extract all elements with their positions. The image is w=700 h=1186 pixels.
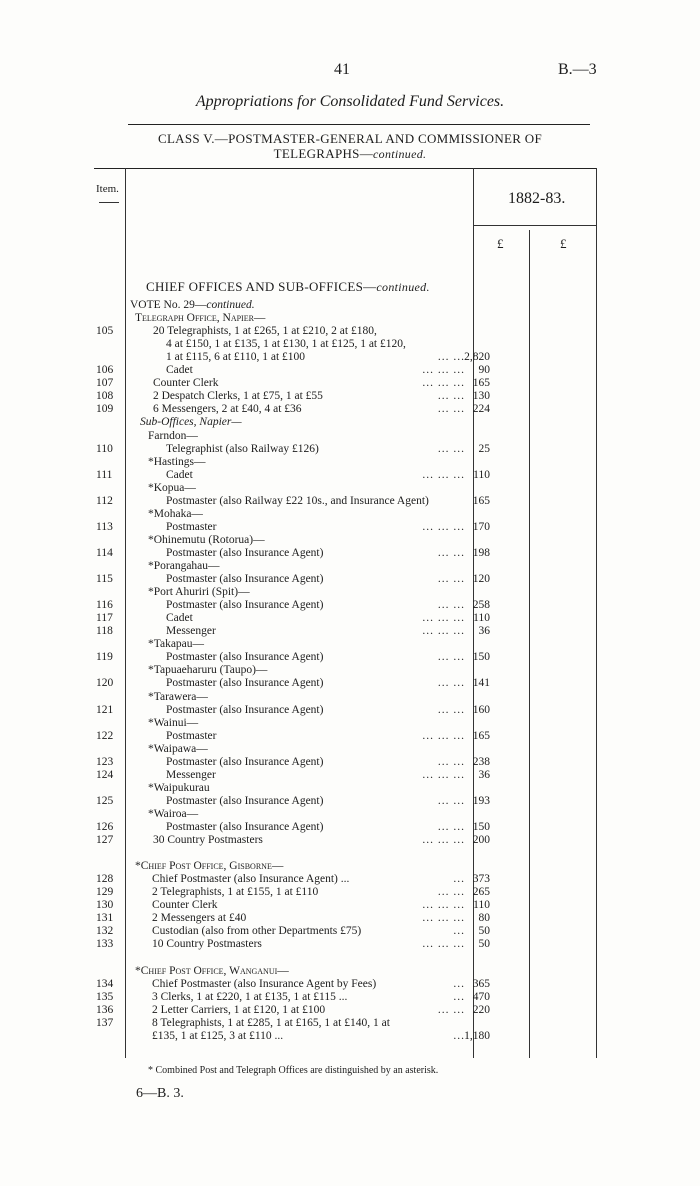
- table-row: [0, 782, 700, 795]
- amount-value: 90: [478, 364, 490, 377]
- line-description: [166, 521, 216, 534]
- line-text: Sub-Offices, Napier—: [140, 416, 242, 429]
- document-reference: B.—3: [558, 61, 597, 78]
- item-number: 118: [96, 625, 113, 638]
- table-row: [0, 664, 700, 677]
- line-text: £135, 1 at £125, 3 at £110 ...: [152, 1029, 284, 1042]
- line-text: 2 Letter Carriers, 1 at £120, 1 at £100: [152, 1003, 326, 1016]
- leader-dots: ... ... ...: [422, 468, 465, 481]
- section-title: CHIEF OFFICES AND SUB-OFFICES—continued.: [146, 279, 430, 294]
- amount-value: 120: [472, 573, 490, 586]
- line-description: [153, 390, 323, 403]
- table-row: [0, 886, 700, 899]
- table-row: [0, 899, 700, 912]
- item-number: 121: [96, 703, 114, 716]
- table-row: [0, 482, 700, 495]
- line-description: [148, 664, 267, 677]
- line-description: [135, 965, 289, 978]
- line-text: Custodian (also from other Departments £75): [152, 925, 362, 938]
- table-row: [0, 730, 700, 743]
- line-text: 30 Country Postmasters: [153, 834, 263, 847]
- line-description: [148, 430, 198, 443]
- line-text-italic: continued.: [206, 299, 255, 311]
- amount-value: 130: [472, 390, 490, 403]
- leader-dots: ... ...: [437, 886, 465, 899]
- line-text: *Mohaka—: [148, 507, 203, 520]
- table-row: [0, 469, 700, 482]
- line-text: *Waipukurau: [148, 781, 210, 794]
- amount-value: 238: [472, 755, 490, 768]
- table-row: [0, 403, 700, 416]
- pound-unit-col1: £: [497, 236, 504, 251]
- line-description: [166, 756, 323, 769]
- line-description: [166, 495, 429, 508]
- leader-dots: ... ...: [437, 703, 465, 716]
- line-description: [166, 443, 319, 456]
- leader-dots: ...: [453, 873, 465, 886]
- line-description: [166, 821, 323, 834]
- amount-value: 470: [472, 990, 490, 1003]
- line-text: Postmaster (also Insurance Agent): [166, 794, 324, 807]
- item-number: 126: [96, 821, 114, 833]
- line-text: Postmaster (also Insurance Agent): [166, 651, 324, 664]
- line-description: [166, 651, 323, 664]
- line-text: Counter Clerk: [152, 899, 218, 912]
- leader-dots: ... ... ...: [422, 834, 465, 847]
- line-description: [166, 573, 323, 586]
- line-text: 2 Despatch Clerks, 1 at £75, 1 at £55: [153, 390, 323, 403]
- table-row: [0, 1004, 700, 1017]
- item-number: 137: [96, 1016, 114, 1029]
- line-text: Chief Postmaster (also Insurance Agent) ...: [152, 873, 350, 886]
- item-number: 129: [96, 886, 114, 899]
- line-text: Cadet: [166, 468, 193, 481]
- line-description: [152, 938, 262, 951]
- leader-dots: ... ... ...: [422, 364, 465, 377]
- leader-dots: ... ... ...: [422, 612, 465, 625]
- item-number: 130: [96, 899, 114, 912]
- item-number: 122: [96, 729, 114, 742]
- line-description: [166, 612, 193, 625]
- table-row: [0, 521, 700, 534]
- line-text: *Wairoa—: [148, 807, 199, 820]
- amount-value: 150: [472, 651, 490, 664]
- item-number: 113: [96, 520, 113, 533]
- amount-value: 265: [472, 886, 490, 899]
- line-description: [166, 364, 193, 377]
- item-number: 133: [96, 938, 114, 951]
- line-description: [152, 1030, 283, 1043]
- table-row: [0, 599, 700, 612]
- line-description: [152, 925, 361, 938]
- line-text: 3 Clerks, 1 at £220, 1 at £135, 1 at £115 ...: [152, 990, 348, 1003]
- footnote: * Combined Post and Telegraph Offices are distinguished by an asterisk.: [148, 1065, 439, 1076]
- line-text: Postmaster (also Insurance Agent): [166, 573, 324, 586]
- page-subtitle: Appropriations for Consolidated Fund Services.: [195, 93, 505, 110]
- item-header-rule: [99, 202, 119, 203]
- leader-dots: ... ...: [437, 403, 465, 416]
- table-row: [0, 430, 700, 443]
- table-row: [0, 325, 700, 338]
- line-description: [152, 899, 217, 912]
- line-description: [166, 599, 323, 612]
- line-description: [166, 625, 216, 638]
- table-row: [0, 560, 700, 573]
- line-text: Farndon—: [148, 429, 198, 442]
- amount-value: 36: [478, 768, 490, 781]
- year-header: 1882-83.: [508, 190, 566, 207]
- table-row: [0, 873, 700, 886]
- leader-dots: ...: [453, 990, 465, 1003]
- leader-dots: ... ...: [437, 1003, 465, 1016]
- leader-dots: ... ... ...: [422, 912, 465, 925]
- line-text: Postmaster (also Railway £22 10s., and Insurance Agent): [166, 494, 429, 507]
- line-text: *Wainui—: [148, 716, 199, 729]
- line-description: [148, 782, 210, 795]
- item-number: 108: [96, 390, 114, 403]
- item-number: 106: [96, 364, 114, 377]
- line-text: Postmaster (also Insurance Agent): [166, 703, 324, 716]
- table-row: [0, 312, 700, 325]
- line-text: *Port Ahuriri (Spit)—: [148, 586, 250, 599]
- item-number: 136: [96, 1003, 114, 1016]
- amount-value: 25: [478, 442, 490, 455]
- table-row: [0, 651, 700, 664]
- amount-value: 50: [478, 938, 490, 951]
- item-number: 131: [96, 912, 114, 925]
- table-row: [0, 351, 700, 364]
- table-row: [0, 677, 700, 690]
- table-row: [0, 364, 700, 377]
- line-description: [148, 586, 250, 599]
- table-row: [0, 938, 700, 951]
- line-description: [166, 547, 323, 560]
- line-description: [153, 377, 218, 390]
- line-description: [166, 730, 216, 743]
- line-text: Postmaster: [166, 520, 217, 533]
- line-text: 20 Telegraphists, 1 at £265, 1 at £210, 2 at £180,: [153, 325, 377, 338]
- leader-dots: ... ... ...: [422, 768, 465, 781]
- line-description: [152, 873, 349, 886]
- table-row: [0, 965, 700, 978]
- line-description: [152, 991, 347, 1004]
- line-description: [148, 534, 265, 547]
- table-row: [0, 416, 700, 429]
- line-description: [148, 482, 196, 495]
- amount-value: 224: [472, 403, 490, 416]
- line-text: *Ohinemutu (Rotorua)—: [148, 533, 265, 546]
- amount-value: 36: [478, 625, 490, 638]
- line-description: [166, 469, 193, 482]
- table-row: [0, 769, 700, 782]
- line-description: [153, 834, 263, 847]
- leader-dots: ... ... ...: [422, 625, 465, 638]
- amount-value: 2,820: [464, 351, 490, 364]
- line-description: [152, 1017, 390, 1030]
- line-description: [153, 325, 377, 338]
- line-text: 6 Messengers, 2 at £40, 4 at £36: [153, 403, 302, 416]
- line-description: [148, 508, 203, 521]
- line-text: Counter Clerk: [153, 377, 219, 390]
- item-number: 124: [96, 768, 114, 781]
- table-row: [0, 717, 700, 730]
- line-description: [166, 704, 323, 717]
- table-row: [0, 808, 700, 821]
- line-description: [166, 351, 305, 364]
- line-text: *Takapau—: [148, 638, 205, 651]
- item-column-header: Item.: [96, 183, 119, 195]
- item-number: 117: [96, 612, 113, 625]
- table-row: [0, 547, 700, 560]
- line-description: [153, 403, 302, 416]
- leader-dots: ... ... ...: [422, 729, 465, 742]
- table-row: [0, 847, 700, 860]
- table-row: [0, 586, 700, 599]
- item-number: 105: [96, 325, 114, 338]
- table-row: [0, 508, 700, 521]
- table-row: [0, 456, 700, 469]
- line-text: Chief Postmaster (also Insurance Agent by Fees): [152, 977, 377, 990]
- leader-dots: ... ...: [437, 677, 465, 690]
- line-description: [148, 638, 204, 651]
- item-number: 114: [96, 546, 113, 559]
- amount-value: 220: [472, 1003, 490, 1016]
- leader-dots: ... ...: [437, 390, 465, 403]
- amount-value: 170: [472, 520, 490, 533]
- amount-value: 165: [472, 377, 490, 390]
- line-text: Telegraphist (also Railway £126): [166, 442, 319, 455]
- line-text: Postmaster (also Insurance Agent): [166, 677, 324, 690]
- line-description: [148, 560, 220, 573]
- item-number: 111: [96, 468, 113, 481]
- item-number: 110: [96, 442, 113, 455]
- table-row: [0, 860, 700, 873]
- amount-value: 198: [472, 546, 490, 559]
- table-row: [0, 978, 700, 991]
- item-number: 135: [96, 990, 114, 1003]
- table-row: [0, 952, 700, 965]
- leader-dots: ... ...: [437, 651, 465, 664]
- leader-dots: ... ...: [437, 546, 465, 559]
- amount-value: 200: [472, 834, 490, 847]
- item-number: 119: [96, 651, 113, 664]
- leader-dots: ... ...: [437, 442, 465, 455]
- amount-value: 365: [472, 977, 490, 990]
- line-text: *Porangahau—: [148, 560, 220, 572]
- line-text: *Chief Post Office, Wanganui—: [135, 964, 289, 977]
- leader-dots: ... ... ...: [422, 520, 465, 533]
- leader-dots: ...: [453, 925, 465, 938]
- item-number: 128: [96, 873, 114, 886]
- line-text: Cadet: [166, 364, 193, 377]
- line-description: [135, 312, 265, 325]
- class-heading-line1: CLASS V.—POSTMASTER-GENERAL AND COMMISSIONER OF: [157, 131, 543, 146]
- line-text: Postmaster (also Insurance Agent): [166, 599, 324, 612]
- table-row: [0, 495, 700, 508]
- table-row: [0, 299, 700, 312]
- table-row: [0, 573, 700, 586]
- line-description: [135, 860, 283, 873]
- item-number: 127: [96, 834, 114, 847]
- table-row: [0, 377, 700, 390]
- line-text: Cadet: [166, 612, 193, 625]
- amount-value: 165: [472, 729, 490, 742]
- amount-value: 110: [473, 612, 490, 625]
- line-text: Postmaster (also Insurance Agent): [166, 755, 324, 768]
- line-text: 10 Country Postmasters: [152, 938, 262, 951]
- line-description: [148, 717, 198, 730]
- leader-dots: ... ... ...: [422, 938, 465, 951]
- line-text: Messenger: [166, 625, 216, 638]
- table-row: [0, 534, 700, 547]
- line-text: *Tarawera—: [148, 690, 208, 703]
- line-description: [152, 886, 318, 899]
- line-description: [130, 299, 255, 312]
- line-text: 2 Telegraphists, 1 at £155, 1 at £110: [152, 886, 319, 899]
- item-number: 112: [96, 494, 113, 507]
- leader-dots: ... ...: [437, 755, 465, 768]
- amount-value: 373: [472, 873, 490, 886]
- table-row: [0, 991, 700, 1004]
- line-text: 1 at £115, 6 at £110, 1 at £100: [166, 351, 306, 364]
- line-description: [152, 1004, 325, 1017]
- pound-unit-col2: £: [560, 236, 567, 251]
- line-text: Postmaster (also Insurance Agent): [166, 821, 324, 833]
- line-text: Telegraph Office, Napier—: [135, 312, 266, 325]
- amount-value: 1,180: [464, 1029, 490, 1042]
- amount-value: 110: [473, 468, 490, 481]
- leader-dots: ... ...: [437, 599, 465, 612]
- table-row: [0, 704, 700, 717]
- item-number: 134: [96, 977, 114, 990]
- item-number: 115: [96, 573, 113, 586]
- amount-value: 193: [472, 794, 490, 807]
- leader-dots: ...: [453, 977, 465, 990]
- item-number: 123: [96, 755, 114, 768]
- amount-value: 50: [478, 925, 490, 938]
- item-number: 132: [96, 925, 114, 938]
- table-row: [0, 612, 700, 625]
- line-description: [152, 978, 376, 991]
- line-text: 2 Messengers at £40: [152, 912, 247, 925]
- table-row: [0, 756, 700, 769]
- item-number: 109: [96, 403, 114, 416]
- amount-value: 150: [472, 821, 490, 833]
- line-text: *Waipawa—: [148, 742, 208, 755]
- line-text: *Tapuaeharuru (Taupo)—: [148, 664, 268, 677]
- leader-dots: ... ...: [437, 351, 465, 364]
- amount-value: 160: [472, 703, 490, 716]
- item-number: 107: [96, 377, 114, 390]
- line-description: [166, 795, 323, 808]
- line-description: [166, 338, 406, 351]
- table-row: [0, 625, 700, 638]
- line-text: *Hastings—: [148, 455, 206, 468]
- table-row: [0, 834, 700, 847]
- line-description: [148, 743, 208, 756]
- leader-dots: ... ... ...: [422, 899, 465, 912]
- line-description: [166, 769, 216, 782]
- line-description: [148, 808, 198, 821]
- year-underline: [473, 225, 596, 226]
- table-row: [0, 443, 700, 456]
- amount-value: 165: [472, 494, 490, 507]
- line-description: [148, 691, 208, 704]
- leader-dots: ... ... ...: [422, 377, 465, 390]
- leader-dots: ... ...: [437, 821, 465, 833]
- class-heading-line2: TELEGRAPHS—continued.: [273, 146, 427, 161]
- table-row: [0, 390, 700, 403]
- sheet-signature: 6—B. 3.: [136, 1086, 184, 1101]
- line-text: VOTE No. 29—: [130, 299, 207, 311]
- line-text: Postmaster (also Insurance Agent): [166, 546, 324, 559]
- line-description: [140, 416, 242, 429]
- line-text: Postmaster: [166, 729, 217, 742]
- leader-dots: ... ...: [437, 573, 465, 586]
- amount-value: 110: [473, 899, 490, 912]
- line-text: *Chief Post Office, Gisborne—: [135, 860, 284, 873]
- leader-dots: ... ...: [437, 794, 465, 807]
- table-row: [0, 1030, 700, 1043]
- item-number: 120: [96, 677, 114, 690]
- item-number: 125: [96, 794, 114, 807]
- table-row: [0, 691, 700, 704]
- amount-value: 80: [478, 912, 490, 925]
- line-description: [148, 456, 206, 469]
- table-row: [0, 925, 700, 938]
- amount-value: 258: [472, 599, 490, 612]
- page-number: 41: [334, 61, 350, 78]
- line-text: 4 at £150, 1 at £135, 1 at £130, 1 at £125, 1 at £120,: [166, 338, 406, 351]
- table-row: [0, 638, 700, 651]
- line-text: 8 Telegraphists, 1 at £285, 1 at £165, 1 at £140, 1 at: [152, 1016, 390, 1029]
- table-row: [0, 743, 700, 756]
- leader-dots: ...: [453, 1029, 465, 1042]
- table-row: [0, 821, 700, 834]
- table-top-rule: [94, 168, 596, 169]
- table-row: [0, 1017, 700, 1030]
- item-number: 116: [96, 599, 113, 612]
- class-heading: [140, 131, 560, 162]
- line-description: [166, 677, 323, 690]
- amount-value: 141: [472, 677, 490, 690]
- line-text: *Kopua—: [148, 481, 196, 494]
- line-description: [152, 912, 246, 925]
- table-row: [0, 795, 700, 808]
- table-row: [0, 912, 700, 925]
- top-rule: [128, 124, 590, 125]
- line-text: Messenger: [166, 768, 216, 781]
- table-row: [0, 338, 700, 351]
